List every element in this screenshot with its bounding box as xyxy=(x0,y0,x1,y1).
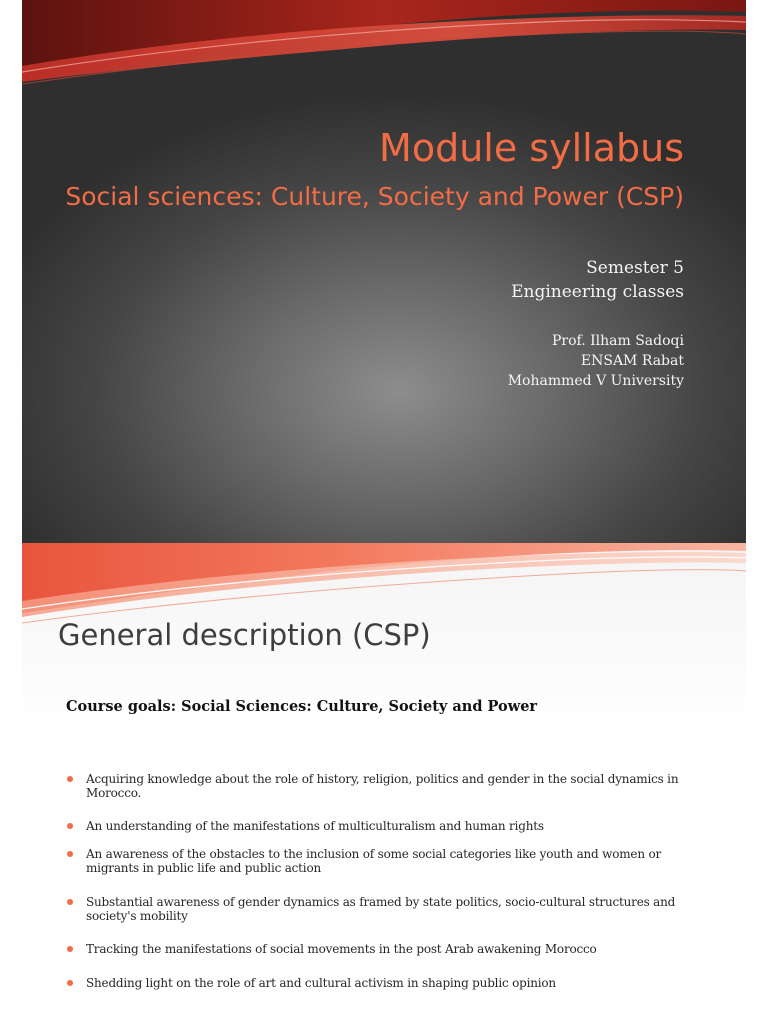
list-item: An awareness of the obstacles to the inclusion of some social categories like youth and women or migrants in public life and public action xyxy=(66,847,706,875)
header-wave-decoration xyxy=(22,543,746,625)
title-slide xyxy=(22,0,746,543)
list-item: Substantial awareness of gender dynamics as framed by state politics, socio-cultural structures and society's mobility xyxy=(66,895,706,923)
course-goals-heading: Course goals: Social Sciences: Culture, Society and Power xyxy=(66,698,538,715)
slide-title: Module syllabus xyxy=(379,126,684,170)
description-slide xyxy=(22,543,746,1024)
list-item: Shedding light on the role of art and cultural activism in shaping public opinion xyxy=(66,976,706,990)
class-label: Engineering classes xyxy=(511,282,684,302)
author-block xyxy=(508,331,684,391)
list-item: An understanding of the manifestations of multiculturalism and human rights xyxy=(66,819,706,833)
header-wave-decoration xyxy=(22,0,746,90)
author-university: Mohammed V University xyxy=(507,373,684,389)
author-name: Prof. Ilham Sadoqi xyxy=(552,333,684,349)
list-item: Tracking the manifestations of social movements in the post Arab awakening Morocco xyxy=(66,942,706,956)
course-meta xyxy=(511,256,684,304)
author-school: ENSAM Rabat xyxy=(580,353,684,369)
list-item: Acquiring knowledge about the role of history, religion, politics and gender in the social dynamics in Morocco. xyxy=(66,772,706,800)
course-goals-list xyxy=(66,772,706,990)
slide-title: General description (CSP) xyxy=(58,618,431,652)
semester-label: Semester 5 xyxy=(586,258,684,278)
slide-subtitle: Social sciences: Culture, Society and Power (CSP) xyxy=(65,182,684,211)
